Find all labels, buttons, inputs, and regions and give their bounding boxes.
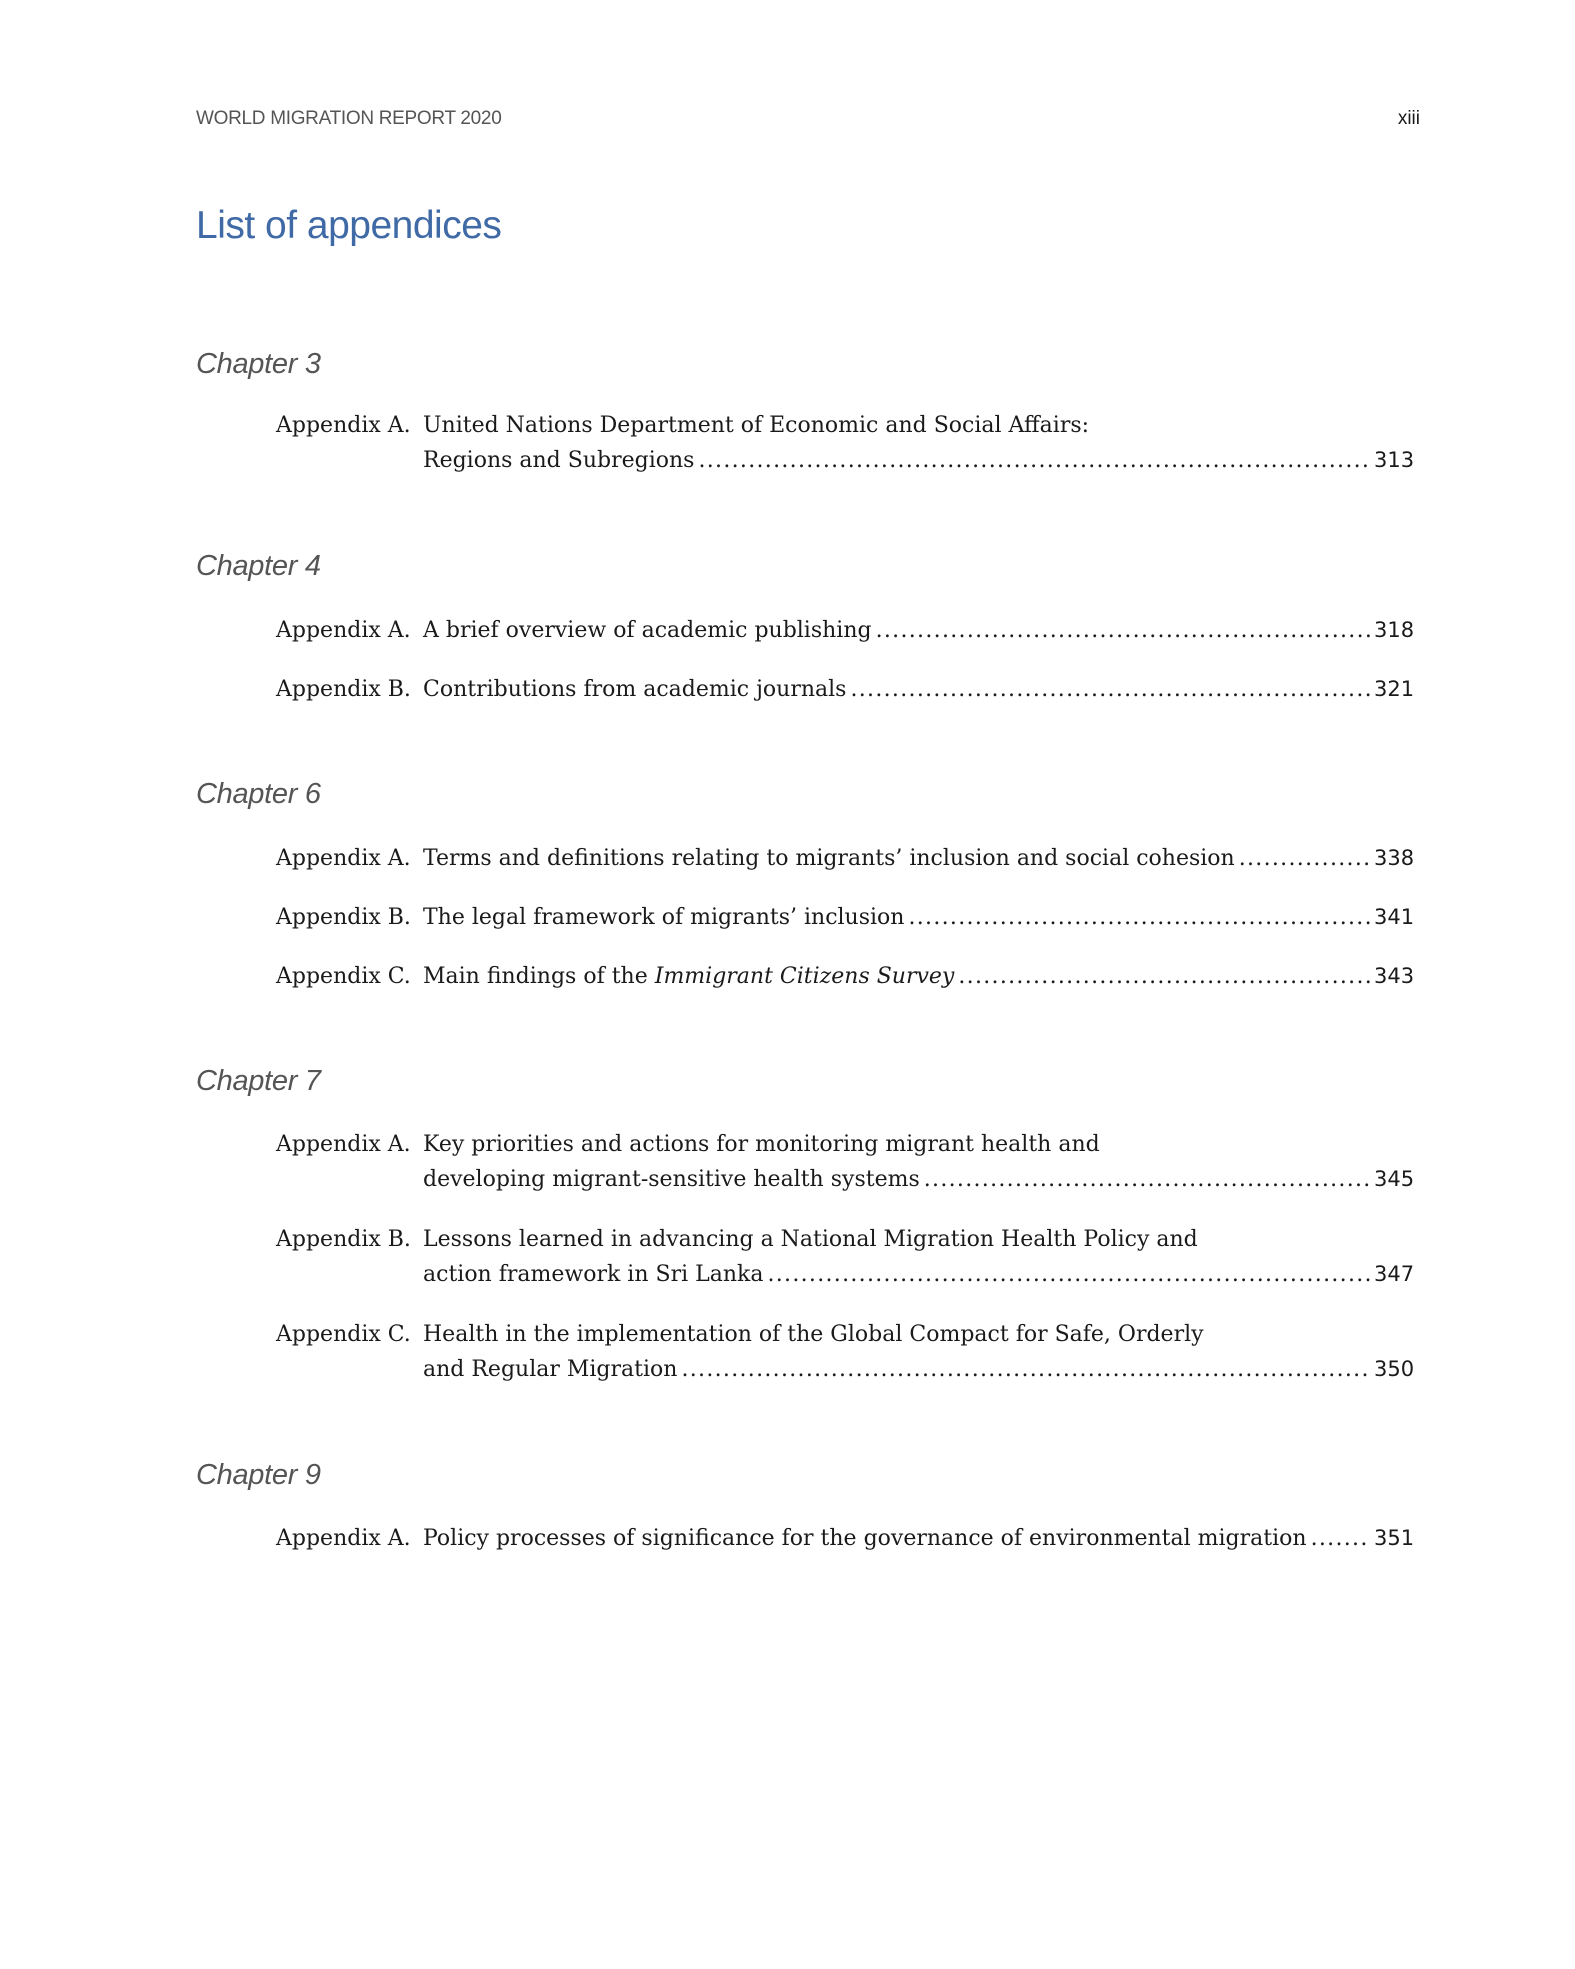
- appendix-title-continued: Regions and Subregions: [423, 448, 695, 473]
- toc-entry-ch4-appendix-b[interactable]: [276, 672, 1414, 707]
- appendix-title-continued: and Regular Migration: [423, 1357, 678, 1382]
- toc-entry-ch6-appendix-c[interactable]: [276, 959, 1414, 994]
- chapter-heading-4: Chapter 4: [196, 550, 321, 582]
- appendix-page-number: 351: [1374, 1526, 1415, 1550]
- dot-leader: [681, 1352, 1370, 1387]
- appendix-title: [423, 959, 954, 994]
- appendix-page-number: 343: [1374, 964, 1415, 988]
- appendix-page-number: 341: [1374, 905, 1415, 929]
- appendix-label: Appendix B.: [276, 905, 411, 930]
- appendix-page-number: 318: [1374, 618, 1415, 642]
- appendix-title: Key priorities and actions for monitoring migrant health and: [423, 1132, 1100, 1157]
- chapter-heading-9: Chapter 9: [196, 1459, 321, 1491]
- page-number: xiii: [1397, 108, 1420, 129]
- dot-leader: [876, 613, 1370, 648]
- appendix-label: Appendix C.: [276, 1322, 411, 1347]
- appendix-title: The legal framework of migrants’ inclusion: [423, 905, 905, 930]
- appendix-title-continued: developing migrant-sensitive health systems: [423, 1167, 920, 1192]
- chapter-heading-3: Chapter 3: [196, 348, 321, 380]
- toc-entry-ch6-appendix-b[interactable]: [276, 900, 1414, 935]
- appendix-label: Appendix A.: [276, 1526, 411, 1551]
- appendix-title: Contributions from academic journals: [423, 677, 847, 702]
- appendix-label: Appendix B.: [276, 1227, 411, 1252]
- page-title: List of appendices: [196, 204, 502, 247]
- appendix-page-number: 313: [1374, 448, 1415, 472]
- toc-entry-ch9-appendix-a[interactable]: [276, 1521, 1414, 1556]
- dot-leader: [767, 1257, 1370, 1292]
- dot-leader: [924, 1162, 1370, 1197]
- toc-entry-ch7-appendix-c[interactable]: [276, 1317, 1414, 1387]
- appendix-title-continued: action framework in Sri Lanka: [423, 1262, 764, 1287]
- dot-leader: [698, 443, 1370, 478]
- appendix-label: Appendix A.: [276, 1132, 411, 1157]
- appendix-label: Appendix A.: [276, 618, 411, 643]
- chapter-heading-7: Chapter 7: [196, 1065, 321, 1097]
- appendix-title: Policy processes of significance for the governance of environmental migration: [423, 1526, 1307, 1551]
- toc-entry-ch4-appendix-a[interactable]: [276, 613, 1414, 648]
- appendix-page-number: 347: [1374, 1262, 1415, 1286]
- dot-leader: [1239, 841, 1370, 876]
- appendix-page-number: 350: [1374, 1357, 1415, 1381]
- appendix-label: Appendix A.: [276, 413, 411, 438]
- dot-leader: [850, 672, 1370, 707]
- appendix-label: Appendix A.: [276, 846, 411, 871]
- appendix-title: United Nations Department of Economic and Social Affairs:: [423, 413, 1090, 438]
- appendix-title: Lessons learned in advancing a National Migration Health Policy and: [423, 1227, 1198, 1252]
- dot-leader: [958, 959, 1370, 994]
- chapter-heading-6: Chapter 6: [196, 778, 321, 810]
- toc-entry-ch7-appendix-a[interactable]: [276, 1127, 1414, 1197]
- appendix-page-number: 321: [1374, 677, 1415, 701]
- appendix-label: Appendix B.: [276, 677, 411, 702]
- appendix-page-number: 338: [1374, 846, 1415, 870]
- toc-entry-ch6-appendix-a[interactable]: [276, 841, 1414, 876]
- toc-entry-ch7-appendix-b[interactable]: [276, 1222, 1414, 1292]
- toc-entry-ch3-appendix-a[interactable]: [276, 408, 1414, 478]
- appendix-title-prefix: Main findings of the: [423, 964, 648, 989]
- appendix-title: Terms and definitions relating to migrants’ inclusion and social cohesion: [423, 846, 1235, 871]
- appendix-page-number: 345: [1374, 1167, 1415, 1191]
- appendix-title: A brief overview of academic publishing: [423, 618, 872, 643]
- dot-leader: [908, 900, 1370, 935]
- dot-leader: [1311, 1521, 1370, 1556]
- appendix-label: Appendix C.: [276, 964, 411, 989]
- appendix-title: Health in the implementation of the Global Compact for Safe, Orderly: [423, 1322, 1204, 1347]
- appendix-title-italic: Immigrant Citizens Survey: [654, 964, 955, 989]
- running-head: WORLD MIGRATION REPORT 2020: [196, 108, 502, 129]
